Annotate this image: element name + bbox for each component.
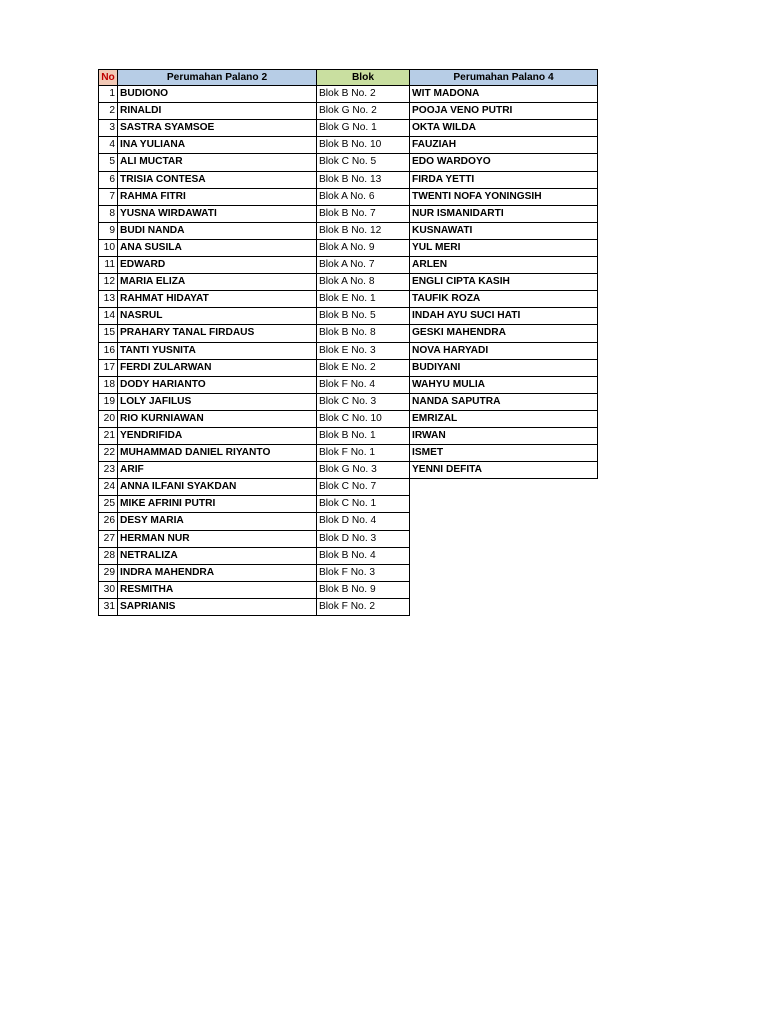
table-row [98,360,598,377]
table-row [98,343,598,360]
blok-cell: Blok E No. 2 [317,360,410,377]
palano-4-name-cell: POOJA VENO PUTRI [410,103,598,120]
palano-4-name-cell: YENNI DEFITA [410,462,598,479]
table-row [98,325,598,342]
table-row [98,189,598,206]
row-number-cell: 24 [98,479,118,496]
empty-cell [410,496,598,513]
palano-4-name-cell: NANDA SAPUTRA [410,394,598,411]
blok-cell: Blok B No. 12 [317,223,410,240]
palano-2-name-cell: YENDRIFIDA [118,428,317,445]
palano-4-name-cell: YUL MERI [410,240,598,257]
row-number-cell: 12 [98,274,118,291]
palano-2-name-cell: BUDI NANDA [118,223,317,240]
palano-2-name-cell: LOLY JAFILUS [118,394,317,411]
table-row [98,599,598,616]
palano-2-name-cell: RINALDI [118,103,317,120]
table-row [98,377,598,394]
blok-cell: Blok B No. 9 [317,582,410,599]
table-row [98,394,598,411]
palano-4-name-cell: IRWAN [410,428,598,445]
blok-cell: Blok A No. 7 [317,257,410,274]
palano-2-name-cell: RAHMA FITRI [118,189,317,206]
table-row [98,565,598,582]
blok-cell: Blok C No. 7 [317,479,410,496]
palano-2-name-cell: ANA SUSILA [118,240,317,257]
table-row [98,103,598,120]
palano-4-name-cell: OKTA WILDA [410,120,598,137]
blok-cell: Blok B No. 1 [317,428,410,445]
header-blok: Blok [317,69,410,86]
row-number-cell: 15 [98,325,118,342]
palano-2-name-cell: EDWARD [118,257,317,274]
row-number-cell: 29 [98,565,118,582]
table-row [98,274,598,291]
palano-4-name-cell: INDAH AYU SUCI HATI [410,308,598,325]
row-number-cell: 3 [98,120,118,137]
palano-4-name-cell: WIT MADONA [410,86,598,103]
blok-cell: Blok B No. 13 [317,172,410,189]
row-number-cell: 28 [98,548,118,565]
table-row [98,137,598,154]
palano-2-name-cell: TRISIA CONTESA [118,172,317,189]
palano-4-name-cell: TAUFIK ROZA [410,291,598,308]
palano-4-name-cell: EDO WARDOYO [410,154,598,171]
row-number-cell: 5 [98,154,118,171]
blok-cell: Blok A No. 6 [317,189,410,206]
blok-cell: Blok F No. 4 [317,377,410,394]
palano-4-name-cell: GESKI MAHENDRA [410,325,598,342]
empty-cell [410,479,598,496]
table-body [98,86,598,616]
blok-cell: Blok C No. 3 [317,394,410,411]
blok-cell: Blok C No. 1 [317,496,410,513]
row-number-cell: 7 [98,189,118,206]
row-number-cell: 30 [98,582,118,599]
palano-2-name-cell: ALI MUCTAR [118,154,317,171]
blok-cell: Blok F No. 1 [317,445,410,462]
palano-2-name-cell: RIO KURNIAWAN [118,411,317,428]
blok-cell: Blok C No. 10 [317,411,410,428]
table-row [98,240,598,257]
palano-4-name-cell: BUDIYANI [410,360,598,377]
blok-cell: Blok E No. 1 [317,291,410,308]
palano-2-name-cell: TANTI YUSNITA [118,343,317,360]
table-row [98,120,598,137]
palano-2-name-cell: INA YULIANA [118,137,317,154]
blok-cell: Blok B No. 10 [317,137,410,154]
row-number-cell: 27 [98,531,118,548]
table-row [98,513,598,530]
table-row [98,257,598,274]
blok-cell: Blok G No. 3 [317,462,410,479]
palano-4-name-cell: EMRIZAL [410,411,598,428]
palano-4-name-cell: NOVA HARYADI [410,343,598,360]
blok-cell: Blok B No. 2 [317,86,410,103]
blok-cell: Blok B No. 5 [317,308,410,325]
row-number-cell: 16 [98,343,118,360]
blok-cell: Blok G No. 2 [317,103,410,120]
palano-2-name-cell: YUSNA WIRDAWATI [118,206,317,223]
row-number-cell: 17 [98,360,118,377]
row-number-cell: 1 [98,86,118,103]
blok-cell: Blok G No. 1 [317,120,410,137]
row-number-cell: 9 [98,223,118,240]
blok-cell: Blok D No. 3 [317,531,410,548]
palano-4-name-cell: ENGLI CIPTA KASIH [410,274,598,291]
table-row [98,582,598,599]
empty-cell [410,599,598,616]
table-row [98,462,598,479]
blok-cell: Blok A No. 8 [317,274,410,291]
blok-cell: Blok B No. 4 [317,548,410,565]
table-row [98,428,598,445]
empty-cell [410,565,598,582]
palano-2-name-cell: ANNA ILFANI SYAKDAN [118,479,317,496]
row-number-cell: 6 [98,172,118,189]
header-palano-4: Perumahan Palano 4 [410,69,598,86]
palano-4-name-cell: TWENTI NOFA YONINGSIH [410,189,598,206]
blok-cell: Blok B No. 8 [317,325,410,342]
row-number-cell: 18 [98,377,118,394]
table-row [98,479,598,496]
palano-4-name-cell: NUR ISMANIDARTI [410,206,598,223]
palano-2-name-cell: NASRUL [118,308,317,325]
table-row [98,206,598,223]
palano-2-name-cell: FERDI ZULARWAN [118,360,317,377]
blok-cell: Blok A No. 9 [317,240,410,257]
blok-cell: Blok B No. 7 [317,206,410,223]
blok-cell: Blok C No. 5 [317,154,410,171]
palano-2-name-cell: HERMAN NUR [118,531,317,548]
row-number-cell: 13 [98,291,118,308]
table-row [98,291,598,308]
palano-4-name-cell: FAUZIAH [410,137,598,154]
blok-cell: Blok F No. 2 [317,599,410,616]
blok-cell: Blok D No. 4 [317,513,410,530]
palano-2-name-cell: SASTRA SYAMSOE [118,120,317,137]
blok-cell: Blok F No. 3 [317,565,410,582]
palano-4-name-cell: KUSNAWATI [410,223,598,240]
header-palano-2: Perumahan Palano 2 [118,69,317,86]
row-number-cell: 11 [98,257,118,274]
table-row [98,308,598,325]
row-number-cell: 23 [98,462,118,479]
resident-table [98,69,598,616]
table-row [98,496,598,513]
palano-4-name-cell: FIRDA YETTI [410,172,598,189]
row-number-cell: 10 [98,240,118,257]
palano-2-name-cell: BUDIONO [118,86,317,103]
row-number-cell: 26 [98,513,118,530]
palano-2-name-cell: PRAHARY TANAL FIRDAUS [118,325,317,342]
row-number-cell: 8 [98,206,118,223]
row-number-cell: 2 [98,103,118,120]
row-number-cell: 25 [98,496,118,513]
table-row [98,548,598,565]
row-number-cell: 31 [98,599,118,616]
header-no: No [98,69,118,86]
row-number-cell: 22 [98,445,118,462]
palano-2-name-cell: MIKE AFRINI PUTRI [118,496,317,513]
empty-cell [410,531,598,548]
row-number-cell: 20 [98,411,118,428]
table-row [98,531,598,548]
palano-2-name-cell: DESY MARIA [118,513,317,530]
palano-2-name-cell: NETRALIZA [118,548,317,565]
table-row [98,172,598,189]
row-number-cell: 4 [98,137,118,154]
palano-2-name-cell: DODY HARIANTO [118,377,317,394]
palano-4-name-cell: ARLEN [410,257,598,274]
spreadsheet-page [98,69,598,616]
palano-2-name-cell: RAHMAT HIDAYAT [118,291,317,308]
palano-2-name-cell: ARIF [118,462,317,479]
row-number-cell: 19 [98,394,118,411]
palano-4-name-cell: ISMET [410,445,598,462]
empty-cell [410,582,598,599]
table-row [98,154,598,171]
palano-4-name-cell: WAHYU MULIA [410,377,598,394]
table-header-row [98,69,598,86]
blok-cell: Blok E No. 3 [317,343,410,360]
palano-2-name-cell: MUHAMMAD DANIEL RIYANTO [118,445,317,462]
palano-2-name-cell: MARIA ELIZA [118,274,317,291]
palano-2-name-cell: SAPRIANIS [118,599,317,616]
row-number-cell: 21 [98,428,118,445]
empty-cell [410,513,598,530]
empty-cell [410,548,598,565]
table-row [98,223,598,240]
table-row [98,445,598,462]
table-row [98,86,598,103]
row-number-cell: 14 [98,308,118,325]
table-row [98,411,598,428]
palano-2-name-cell: INDRA MAHENDRA [118,565,317,582]
palano-2-name-cell: RESMITHA [118,582,317,599]
